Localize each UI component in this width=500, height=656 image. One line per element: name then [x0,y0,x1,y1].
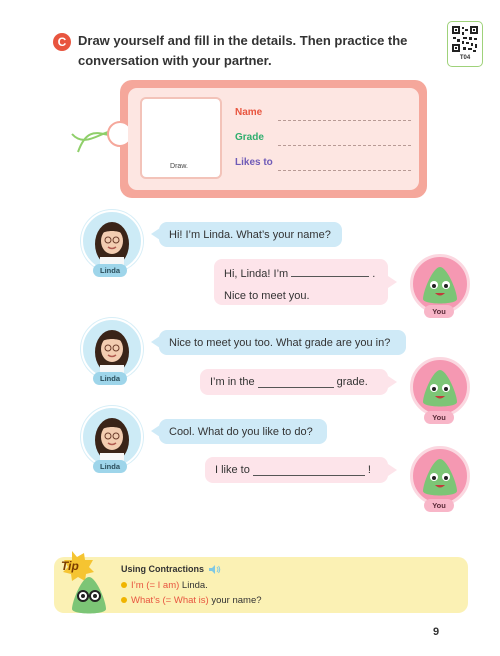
bullet-icon [121,597,127,603]
you-name-label: You [424,305,454,318]
qr-code-icon [451,25,479,53]
bubble-tail [388,464,397,476]
bubble-tail [388,276,397,288]
you-speech-bubble-2 [200,369,388,395]
grade-field-line[interactable] [278,145,411,146]
likes-to-field-label: Likes to [235,157,273,168]
name-field-label: Name [235,107,263,118]
tip-line-text: Linda. [179,580,208,591]
tip-line-2 [121,595,262,606]
tip-title [121,564,221,574]
instruction-text [78,31,418,71]
page-number: 9 [433,626,440,638]
you-speech-bubble-1 [214,259,388,305]
bubble-text: Hi, Linda! I’m [224,268,289,280]
bubble-text: I’m in the [210,376,255,388]
tip-badge-label: Tip [61,559,79,573]
linda-speech-bubble-2 [159,330,406,355]
linda-avatar [81,210,143,272]
girl-face-icon [83,320,141,378]
linda-name-label: Linda [93,372,127,385]
bubble-text: Hi! I’m Linda. What’s your name? [169,228,331,241]
you-name-label: You [424,411,454,424]
tip-line-text: your name? [208,595,262,606]
bubble-tail [388,376,397,388]
draw-label: Draw. [170,163,188,170]
linda-avatar [81,318,143,380]
section-badge: C [53,33,71,51]
bubble-text: grade. [336,376,368,388]
answer-blank-name[interactable] [291,266,369,277]
bubble-text: ! [367,464,371,476]
you-name-label: You [424,499,454,512]
bubble-text: . [372,268,376,280]
you-avatar [410,446,470,506]
linda-speech-bubble-1 [159,222,342,247]
bubble-text: Nice to meet you. [224,290,310,302]
linda-speech-bubble-3 [159,419,327,444]
qr-code-box[interactable] [447,21,483,67]
answer-blank-likes[interactable] [253,465,365,476]
green-monster-icon [413,257,467,311]
tip-contraction-2: What’s (= What is) [131,595,209,606]
you-avatar [410,357,470,417]
linda-name-label: Linda [93,264,127,277]
answer-blank-grade[interactable] [258,377,334,388]
tip-title-text: Using Contractions [121,564,205,574]
linda-name-label: Linda [93,460,127,473]
instruction-line-1: Draw yourself and fill in the details. Then practice the [78,33,408,48]
likes-to-field-line[interactable] [278,170,411,171]
tip-line-1 [121,580,208,591]
girl-face-icon [83,212,141,270]
bubble-text: Nice to meet you too. What grade are you in? [169,336,391,349]
girl-face-icon [83,408,141,466]
grade-field-label: Grade [235,132,264,143]
instruction-line-2: conversation with your partner. [78,53,272,68]
you-speech-bubble-3 [205,457,388,483]
bullet-icon [121,582,127,588]
tip-contraction-1: I’m (= I am) [131,580,180,591]
speaker-icon[interactable] [209,565,221,574]
bubble-text: I like to [215,464,250,476]
bubble-text: Cool. What do you like to do? [169,425,313,438]
green-monster-icon [413,449,467,503]
qr-label: T04 [459,55,471,61]
green-monster-icon [413,360,467,414]
linda-avatar [81,406,143,468]
name-field-line[interactable] [278,120,411,121]
